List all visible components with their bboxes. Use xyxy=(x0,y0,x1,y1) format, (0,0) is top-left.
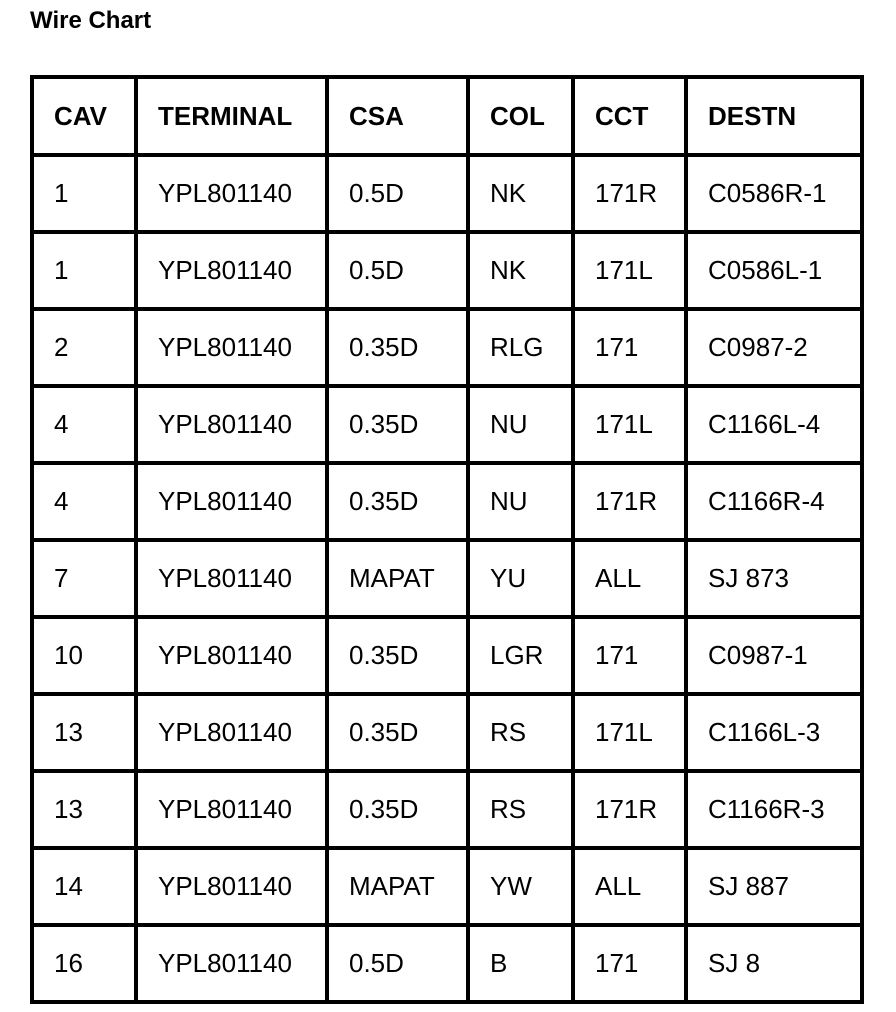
cell-destn: C1166L-4 xyxy=(686,386,862,463)
cell-cct: 171R xyxy=(573,155,686,232)
cell-terminal: YPL801140 xyxy=(136,617,327,694)
cell-destn: SJ 873 xyxy=(686,540,862,617)
table-row xyxy=(32,232,862,309)
cell-csa: MAPAT xyxy=(327,540,468,617)
cell-cav: 13 xyxy=(32,694,136,771)
column-header-col: COL xyxy=(468,77,573,155)
column-header-terminal: TERMINAL xyxy=(136,77,327,155)
cell-cav: 1 xyxy=(32,155,136,232)
cell-cct: 171L xyxy=(573,694,686,771)
cell-destn: C0987-2 xyxy=(686,309,862,386)
cell-csa: 0.35D xyxy=(327,771,468,848)
cell-col: RS xyxy=(468,771,573,848)
cell-csa: 0.35D xyxy=(327,386,468,463)
cell-csa: 0.35D xyxy=(327,463,468,540)
cell-col: B xyxy=(468,925,573,1002)
cell-terminal: YPL801140 xyxy=(136,694,327,771)
table-row xyxy=(32,155,862,232)
page-title: Wire Chart xyxy=(30,7,152,34)
cell-col: NK xyxy=(468,232,573,309)
cell-destn: C1166R-4 xyxy=(686,463,862,540)
table-row xyxy=(32,617,862,694)
cell-col: RLG xyxy=(468,309,573,386)
cell-destn: C1166L-3 xyxy=(686,694,862,771)
cell-csa: 0.5D xyxy=(327,232,468,309)
cell-cav: 16 xyxy=(32,925,136,1002)
cell-destn: C0586L-1 xyxy=(686,232,862,309)
cell-cct: 171R xyxy=(573,463,686,540)
cell-col: LGR xyxy=(468,617,573,694)
cell-cct: 171 xyxy=(573,309,686,386)
cell-destn: C0586R-1 xyxy=(686,155,862,232)
column-header-cct: CCT xyxy=(573,77,686,155)
cell-col: RS xyxy=(468,694,573,771)
cell-destn: SJ 887 xyxy=(686,848,862,925)
table-row xyxy=(32,771,862,848)
cell-terminal: YPL801140 xyxy=(136,309,327,386)
cell-terminal: YPL801140 xyxy=(136,771,327,848)
cell-terminal: YPL801140 xyxy=(136,925,327,1002)
column-header-csa: CSA xyxy=(327,77,468,155)
cell-csa: MAPAT xyxy=(327,848,468,925)
table-body xyxy=(32,155,862,1002)
cell-cct: ALL xyxy=(573,848,686,925)
table-header-row xyxy=(32,77,862,155)
cell-col: NK xyxy=(468,155,573,232)
cell-cct: 171L xyxy=(573,386,686,463)
cell-cct: ALL xyxy=(573,540,686,617)
cell-cav: 2 xyxy=(32,309,136,386)
cell-csa: 0.35D xyxy=(327,694,468,771)
column-header-cav: CAV xyxy=(32,77,136,155)
cell-col: NU xyxy=(468,386,573,463)
cell-cav: 7 xyxy=(32,540,136,617)
cell-cav: 4 xyxy=(32,386,136,463)
cell-destn: C0987-1 xyxy=(686,617,862,694)
cell-cav: 10 xyxy=(32,617,136,694)
table-row xyxy=(32,925,862,1002)
cell-col: YW xyxy=(468,848,573,925)
column-header-destn: DESTN xyxy=(686,77,862,155)
cell-col: NU xyxy=(468,463,573,540)
cell-cav: 4 xyxy=(32,463,136,540)
cell-csa: 0.35D xyxy=(327,617,468,694)
cell-terminal: YPL801140 xyxy=(136,232,327,309)
cell-terminal: YPL801140 xyxy=(136,155,327,232)
table-row xyxy=(32,694,862,771)
cell-destn: C1166R-3 xyxy=(686,771,862,848)
table-row xyxy=(32,463,862,540)
cell-destn: SJ 8 xyxy=(686,925,862,1002)
cell-terminal: YPL801140 xyxy=(136,463,327,540)
cell-csa: 0.35D xyxy=(327,309,468,386)
cell-cct: 171 xyxy=(573,925,686,1002)
cell-csa: 0.5D xyxy=(327,925,468,1002)
cell-terminal: YPL801140 xyxy=(136,540,327,617)
table-row xyxy=(32,309,862,386)
cell-cct: 171 xyxy=(573,617,686,694)
cell-cct: 171L xyxy=(573,232,686,309)
table-row xyxy=(32,848,862,925)
cell-cav: 13 xyxy=(32,771,136,848)
cell-cct: 171R xyxy=(573,771,686,848)
table-row xyxy=(32,386,862,463)
cell-cav: 14 xyxy=(32,848,136,925)
cell-cav: 1 xyxy=(32,232,136,309)
cell-csa: 0.5D xyxy=(327,155,468,232)
wire-chart-table xyxy=(30,75,864,1004)
cell-terminal: YPL801140 xyxy=(136,848,327,925)
cell-col: YU xyxy=(468,540,573,617)
table-row xyxy=(32,540,862,617)
cell-terminal: YPL801140 xyxy=(136,386,327,463)
